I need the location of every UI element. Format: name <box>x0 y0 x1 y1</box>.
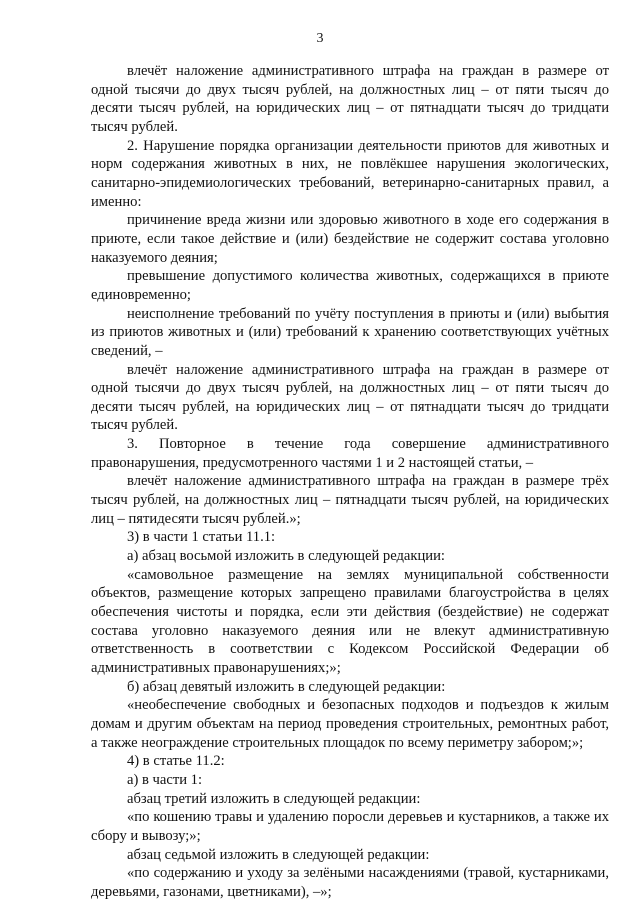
paragraph-7: 3. Повторное в течение года совершение административного правонарушения, предусмотренного частями 1 и 2 настоящей статьи, – <box>91 436 609 471</box>
paragraph-1: влечёт наложение административного штрафа на граждан в размере от одной тысячи до двух тысяч рублей, на должностных лиц – от пяти тысяч до десяти тысяч рублей, на юридических лиц – от пятнадцати тысяч до тридцати тысяч рублей. <box>91 63 609 135</box>
paragraph-17: «по кошению травы и удалению поросли деревьев и кустарников, а также их сбору и вывозу;»; <box>91 809 609 844</box>
paragraph-18: абзац седьмой изложить в следующей редакции: <box>127 846 430 863</box>
paragraph-2: 2. Нарушение порядка организации деятельности приютов для животных и норм содержания животных в них, не повлёкшее нарушения экологических, санитарно-эпидемиологических требований, ветеринарно-санитарных правил, а именно: <box>91 137 609 210</box>
paragraph-13: «необеспечение свободных и безопасных подходов и подъездов к жилым домам и другим объектам на период проведения строительных, ремонтных работ, а также неограждение строительных площадок по всему периметру забором;»; <box>91 697 609 751</box>
paragraph-15: а) в части 1: <box>127 771 203 788</box>
paragraph-14: 4) в статье 11.2: <box>127 753 225 770</box>
paragraph-19: «по содержанию и уходу за зелёными насаждениями (травой, кустарниками, деревьями, газонами, цветниками), –»; <box>91 865 609 900</box>
paragraph-6: влечёт наложение административного штрафа на граждан в размере от одной тысячи до двух тысяч рублей, на должностных лиц – от пяти тысяч до десяти тысяч рублей, на юридических лиц – от пятнадцати тысяч до тридцати тысяч рублей. <box>91 361 609 434</box>
paragraph-9: 3) в части 1 статьи 11.1: <box>127 529 276 546</box>
page-number: 3 <box>316 31 324 46</box>
paragraph-5: неисполнение требований по учёту поступления в приюты и (или) выбытия из приютов животных и (или) требований к хранению соответствующих учётных сведений, – <box>91 305 609 359</box>
paragraph-3: причинение вреда жизни или здоровью животного в ходе его содержания в приюте, если такое действие и (или) бездействие не содержит состава уголовно наказуемого деяния; <box>91 212 609 266</box>
paragraph-11: «самовольное размещение на землях муниципальной собственности объектов, размещение которых запрещено правилами благоустройства в целях обеспечения чистоты и порядка, если эти действия (бездействие) не содержат состава уголовно наказуемого деяния или не влекут административную ответственность в соответствии с Кодексом Российской Федерации об административных правонарушениях;»; <box>91 566 609 676</box>
paragraph-10: а) абзац восьмой изложить в следующей редакции: <box>127 548 445 565</box>
paragraph-12: б) абзац девятый изложить в следующей редакции: <box>127 678 446 695</box>
paragraph-16: абзац третий изложить в следующей редакции: <box>127 790 421 807</box>
paragraph-4: превышение допустимого количества животных, содержащихся в приюте единовременно; <box>91 268 609 303</box>
paragraph-8: влечёт наложение административного штрафа на граждан в размере трёх тысяч рублей, на должностных лиц – пятнадцати тысяч рублей, на юридических лиц – пятидесяти тысяч рублей.»; <box>91 473 609 527</box>
document-body <box>91 62 609 902</box>
